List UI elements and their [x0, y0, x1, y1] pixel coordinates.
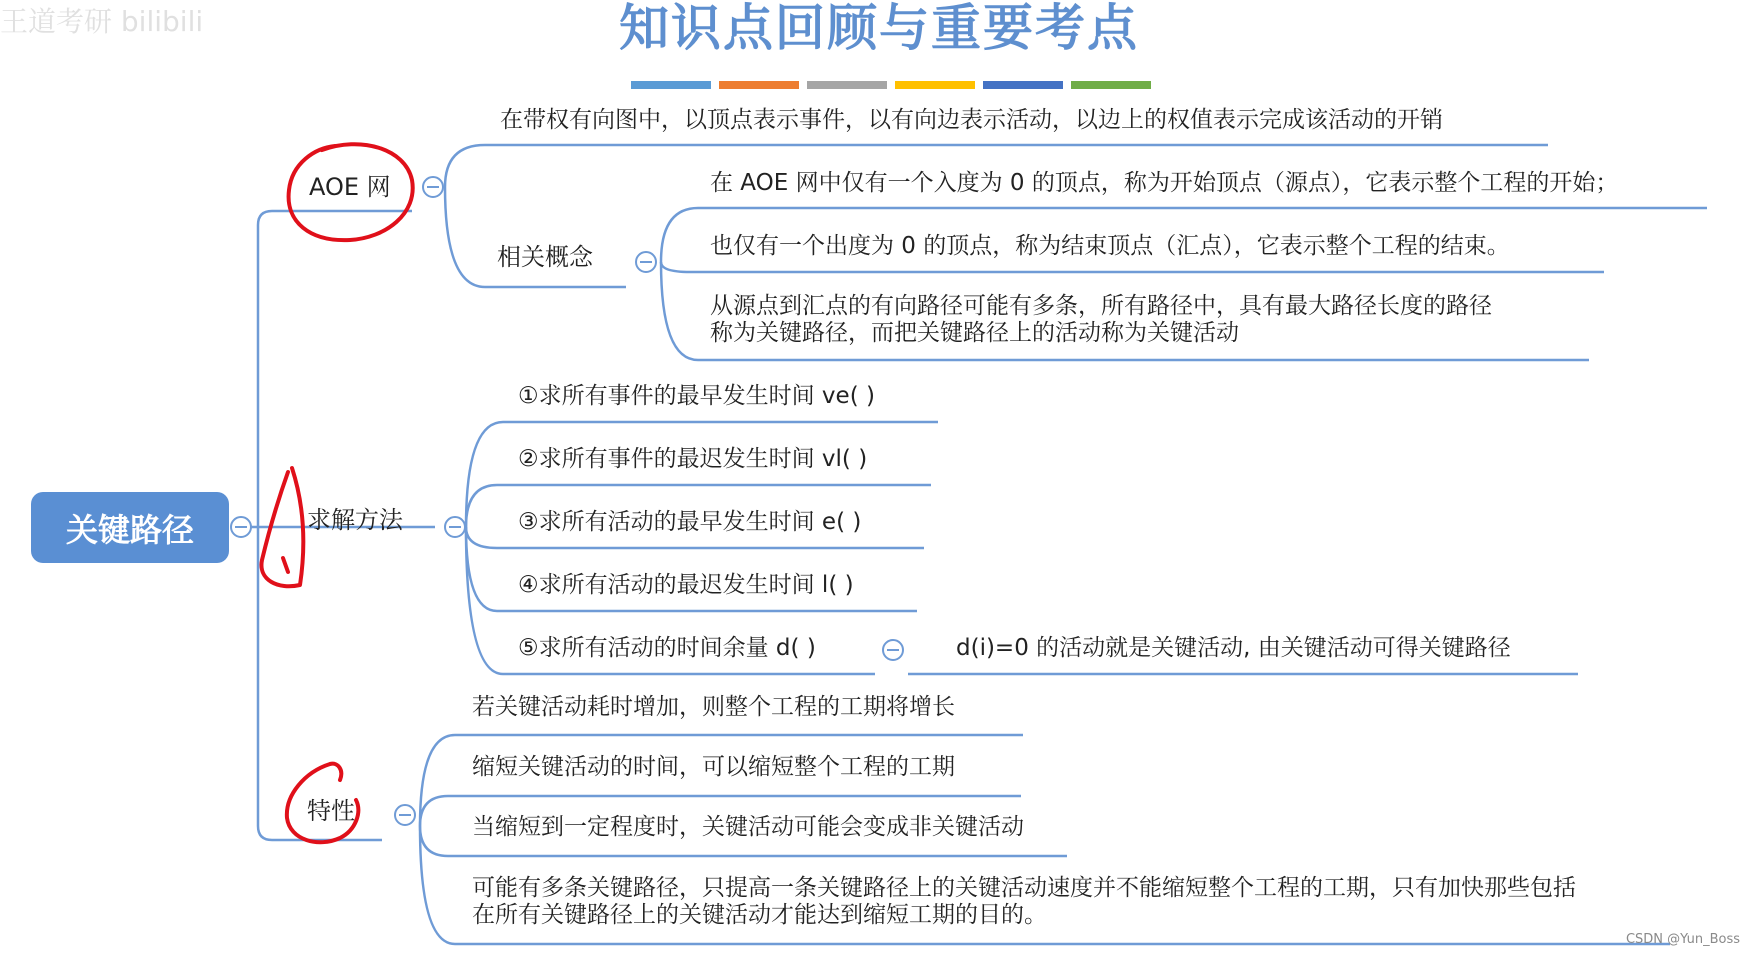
branch-aoe[interactable]: AOE 网	[309, 173, 391, 201]
watermark-top-left: 王道考研 bilibili	[0, 5, 204, 38]
root-node[interactable]: 关键路径	[31, 492, 229, 563]
property-item-1: 若关键活动耗时增加，则整个工程的工期将增长	[472, 694, 955, 720]
method-step-5: ⑤求所有活动的时间余量 d( )	[518, 635, 816, 661]
concept-item-1: 在 AOE 网中仅有一个入度为 0 的顶点，称为开始顶点（源点），它表示整个工程的开始；	[710, 170, 1619, 196]
concept-item-2: 也仅有一个出度为 0 的顶点，称为结束顶点（汇点），它表示整个工程的结束。	[710, 233, 1510, 259]
property-item-2: 缩短关键活动的时间，可以缩短整个工程的工期	[472, 754, 955, 780]
title-bar-3	[807, 81, 887, 89]
collapse-toggle-concepts[interactable]	[636, 252, 656, 272]
title-bar-1	[631, 81, 711, 89]
collapse-toggle-root[interactable]	[231, 517, 251, 537]
concept-item-3: 从源点到汇点的有向路径可能有多条，所有路径中，具有最大路径长度的路径 称为关键路径，而把关键路径上的活动称为关键活动	[710, 293, 1492, 346]
method-step-1: ①求所有事件的最早发生时间 ve( )	[518, 383, 875, 409]
collapse-toggle-aoe[interactable]	[423, 177, 443, 197]
watermark-bottom-right: CSDN @Yun_Boss	[1625, 932, 1740, 947]
collapse-toggle-method[interactable]	[445, 517, 465, 537]
connector-root-to-aoe	[258, 211, 412, 527]
title-bar-5	[983, 81, 1063, 89]
aoe-definition: 在带权有向图中，以顶点表示事件，以有向边表示活动，以边上的权值表示完成该活动的开销	[500, 107, 1443, 133]
connector-root-to-properties	[258, 527, 382, 840]
collapse-toggle-properties[interactable]	[395, 805, 415, 825]
branch-concepts[interactable]: 相关概念	[497, 243, 593, 271]
title-bar-4	[895, 81, 975, 89]
method-step-4: ④求所有活动的最迟发生时间 l( )	[518, 572, 854, 598]
title-color-bars	[631, 81, 1151, 89]
title-bar-2	[719, 81, 799, 89]
method-note: d(i)=0 的活动就是关键活动, 由关键活动可得关键路径	[956, 635, 1511, 661]
connector-aoe-concepts	[445, 187, 626, 287]
branch-method[interactable]: 求解方法	[307, 506, 403, 534]
title-bar-6	[1071, 81, 1151, 89]
collapse-toggle-step5[interactable]	[883, 640, 903, 660]
branch-properties[interactable]: 特性	[307, 797, 355, 825]
method-step-2: ②求所有事件的最迟发生时间 vl( )	[518, 446, 868, 472]
method-step-3: ③求所有活动的最早发生时间 e( )	[518, 509, 862, 535]
page-title: 知识点回顾与重要考点	[619, 0, 1139, 57]
connector-concept-2	[661, 262, 1604, 272]
property-item-3: 当缩短到一定程度时，关键活动可能会变成非关键活动	[472, 814, 1024, 840]
property-item-4: 可能有多条关键路径，只提高一条关键路径上的关键活动速度并不能缩短整个工程的工期，只有加快那些包括 在所有关键路径上的关键活动才能达到缩短工期的目的。	[472, 875, 1576, 928]
